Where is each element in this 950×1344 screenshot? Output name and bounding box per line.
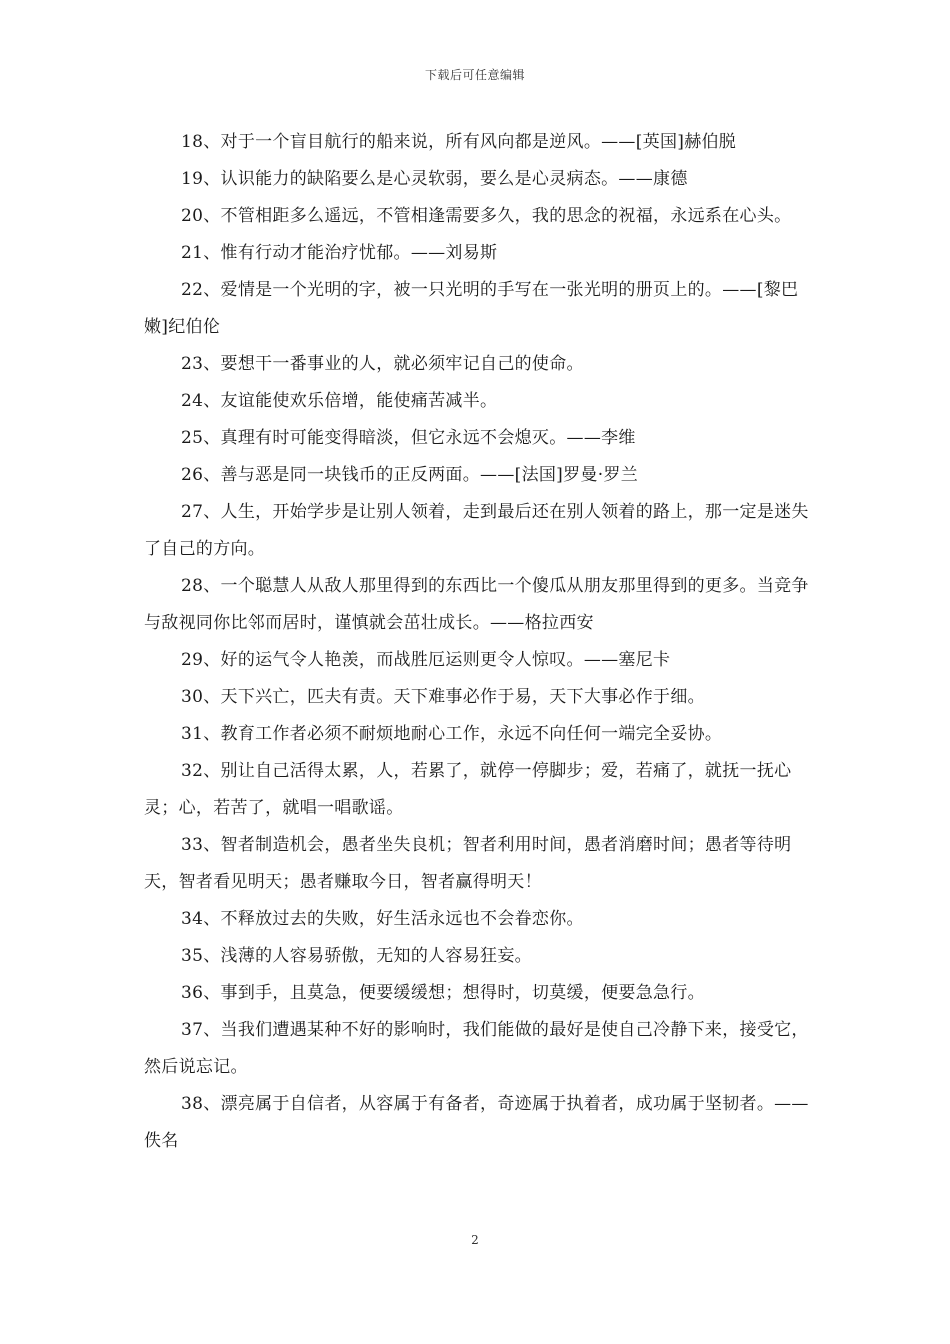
quote-paragraph: 25、真理有时可能变得暗淡，但它永远不会熄灭。——李维 <box>181 428 636 448</box>
quote-paragraph: 22、爱情是一个光明的字，被一只光明的手写在一张光明的册页上的。——[黎巴嫩]纪伯伦 <box>144 280 799 337</box>
quote-paragraph: 34、不释放过去的失败，好生活永远也不会眷恋你。 <box>181 909 584 929</box>
quote-paragraph: 24、友谊能使欢乐倍增，能使痛苦减半。 <box>181 391 498 411</box>
quote-paragraph: 31、教育工作者必须不耐烦地耐心工作，永远不向任何一端完全妥协。 <box>181 724 723 744</box>
quote-paragraph: 26、善与恶是同一块钱币的正反两面。——[法国]罗曼·罗兰 <box>181 465 638 485</box>
quote-paragraph: 37、当我们遭遇某种不好的影响时，我们能做的最好是使自己冷静下来，接受它，然后说忘记。 <box>144 1020 809 1077</box>
quote-paragraph: 18、对于一个盲目航行的船来说，所有风向都是逆风。——[英国]赫伯脱 <box>181 132 737 152</box>
quote-paragraph: 36、事到手，且莫急，便要缓缓想；想得时，切莫缓，便要急急行。 <box>181 983 705 1003</box>
quote-paragraph: 29、好的运气令人艳羡，而战胜厄运则更令人惊叹。——塞尼卡 <box>181 650 671 670</box>
quote-paragraph: 19、认识能力的缺陷要么是心灵软弱，要么是心灵病态。——康德 <box>181 169 688 189</box>
quote-paragraph: 32、别让自己活得太累，人，若累了，就停一停脚步；爱，若痛了，就抚一抚心灵；心，若苦了，就唱一唱歌谣。 <box>144 761 792 818</box>
quote-paragraph: 38、漂亮属于自信者，从容属于有备者，奇迹属于执着者，成功属于坚韧者。——佚名 <box>144 1094 809 1151</box>
quote-paragraph: 21、惟有行动才能治疗忧郁。——刘易斯 <box>181 243 498 263</box>
quote-paragraph: 23、要想干一番事业的人，就必须牢记自己的使命。 <box>181 354 584 374</box>
page-number: 2 <box>471 1233 479 1247</box>
quote-paragraph: 33、智者制造机会，愚者坐失良机；智者利用时间，愚者消磨时间；愚者等待明天，智者看见明天；愚者赚取今日，智者赢得明天！ <box>144 835 792 892</box>
document-body <box>144 124 816 1160</box>
quote-paragraph: 28、一个聪慧人从敌人那里得到的东西比一个傻瓜从朋友那里得到的更多。当竞争与敌视同你比邻而居时，谨慎就会茁壮成长。——格拉西安 <box>144 576 809 633</box>
quote-paragraph: 35、浅薄的人容易骄傲，无知的人容易狂妄。 <box>181 946 532 966</box>
page-header: 下载后可任意编辑 <box>424 68 525 82</box>
quote-paragraph: 20、不管相距多么遥远，不管相逢需要多久，我的思念的祝福，永远系在心头。 <box>181 206 792 226</box>
quote-paragraph: 30、天下兴亡，匹夫有责。天下难事必作于易，天下大事必作于细。 <box>181 687 705 707</box>
quote-paragraph: 27、人生，开始学步是让别人领着，走到最后还在别人领着的路上，那一定是迷失了自己的方向。 <box>144 502 809 559</box>
